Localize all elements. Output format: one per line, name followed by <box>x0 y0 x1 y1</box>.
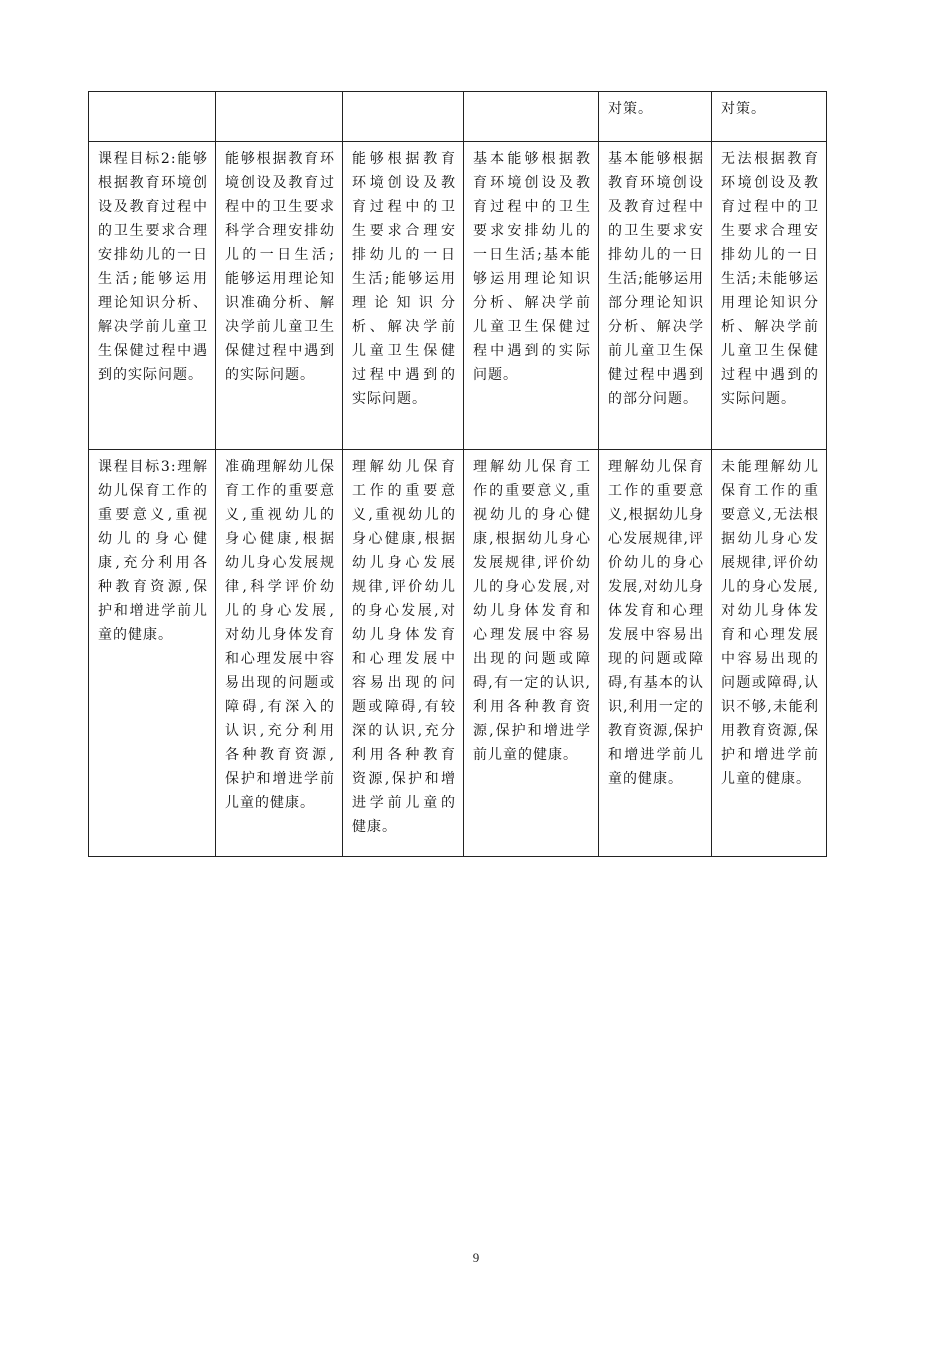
course-objective-3-cell: 课程目标3:理解幼儿保育工作的重要意义,重视幼儿的身心健康,充分利用各种教育资源,保护和增进学前儿童的健康。 <box>89 450 216 857</box>
table-cell: 能够根据教育环境创设及教育过程中的卫生要求合理安排幼儿的一日生活;能够运用理论知识分析、解决学前儿童卫生保健过程中遇到的实际问题。 <box>343 142 464 450</box>
table-cell: 理解幼儿保育工作的重要意义,重视幼儿的身心健康,根据幼儿身心发展规律,评价幼儿的身心发展,对幼儿身体发育和心理发展中容易出现的问题或障碍,有较深的认识,充分利用各种教育资源,保护和增进学前儿童的健康。 <box>343 450 464 857</box>
table-cell: 理解幼儿保育工作的重要意义,重视幼儿的身心健康,根据幼儿身心发展规律,评价幼儿的身心发展,对幼儿身体发育和心理发展中容易出现的问题或障碍,有一定的认识,利用各种教育资源,保护和增进学前儿童的健康。 <box>464 450 599 857</box>
table-cell <box>216 92 343 142</box>
table-cell <box>89 92 216 142</box>
table-cell: 对策。 <box>599 92 712 142</box>
table-cell: 未能理解幼儿保育工作的重要意义,无法根据幼儿身心发展规律,评价幼儿的身心发展,对幼儿身体发育和心理发展中容易出现的问题或障碍,认识不够,未能利用教育资源,保护和增进学前儿童的健康。 <box>712 450 827 857</box>
table-cell: 对策。 <box>712 92 827 142</box>
table-row <box>89 142 827 450</box>
table-row <box>89 450 827 857</box>
table-cell <box>343 92 464 142</box>
table-cell: 无法根据教育环境创设及教育过程中的卫生要求合理安排幼儿的一日生活;未能够运用理论知识分析、解决学前儿童卫生保健过程中遇到的实际问题。 <box>712 142 827 450</box>
grading-criteria-table <box>88 91 827 857</box>
table-cell: 理解幼儿保育工作的重要意义,根据幼儿身心发展规律,评价幼儿的身心发展,对幼儿身体发育和心理发展中容易出现的问题或障碍,有基本的认识,利用一定的教育资源,保护和增进学前儿童的健康。 <box>599 450 712 857</box>
page-number: 9 <box>472 1250 480 1265</box>
table-cell <box>464 92 599 142</box>
table-cell: 基本能够根据教育环境创设及教育过程中的卫生要求安排幼儿的一日生活;基本能够运用理论知识分析、解决学前儿童卫生保健过程中遇到的实际问题。 <box>464 142 599 450</box>
table-cell: 能够根据教育环境创设及教育过程中的卫生要求科学合理安排幼儿的一日生活;能够运用理论知识准确分析、解决学前儿童卫生保健过程中遇到的实际问题。 <box>216 142 343 450</box>
table-cell: 准确理解幼儿保育工作的重要意义,重视幼儿的身心健康,根据幼儿身心发展规律,科学评价幼儿的身心发展,对幼儿身体发育和心理发展中容易出现的问题或障碍,有深入的认识,充分利用各种教育资源,保护和增进学前儿童的健康。 <box>216 450 343 857</box>
course-objective-2-cell: 课程目标2:能够根据教育环境创设及教育过程中的卫生要求合理安排幼儿的一日生活;能够运用理论知识分析、解决学前儿童卫生保健过程中遇到的实际问题。 <box>89 142 216 450</box>
table-cell: 基本能够根据教育环境创设及教育过程中的卫生要求安排幼儿的一日生活;能够运用部分理论知识分析、解决学前儿童卫生保健过程中遇到的部分问题。 <box>599 142 712 450</box>
table-row <box>89 92 827 142</box>
